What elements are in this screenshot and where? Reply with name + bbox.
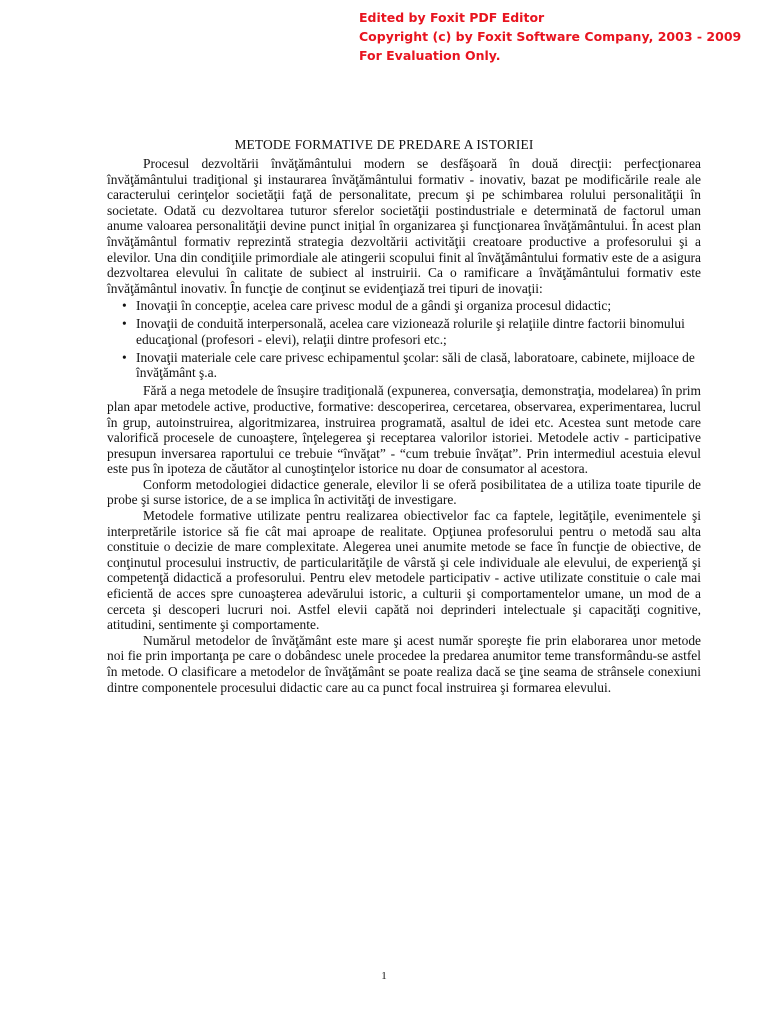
list-item-text: Inovaţii de conduită interpersonală, acelea care vizionează rolurile şi relaţiile dintre factorii binomului educaţional (profesori - elevi), relaţii dintre profesori etc.; <box>136 315 685 347</box>
list-item <box>122 297 701 314</box>
list-item-text: Inovaţii în concepţie, acelea care privesc modul de a gândi şi organiza procesul didactic; <box>136 297 612 313</box>
body-paragraph: Conform metodologiei didactice generale, elevilor li se oferă posibilitatea de a utiliza toate tipurile de probe şi surse istorice, de a se implica în activităţi de investigare. <box>107 476 701 508</box>
intro-paragraph: Procesul dezvoltării învăţământului modern se desfăşoară în două direcţii: perfecţionarea învăţământului tradiţional şi instaurarea învăţământului formativ - inovativ, bazat pe modificările reale ale caracterului cerinţelor societăţii faţă de personalitate, precum şi pe schimbarea rolului personalităţii în societate. Odată cu dezvoltarea tuturor sferelor societăţii postindustriale e determinată de factorul uman anume valoarea personalităţii devine punct iniţial în organizarea şi funcţionarea învăţământului. În acest plan învăţământul formativ reprezintă strategia dezvoltării activităţii creatoare productive a profesorului şi a elevilor. Una din condiţiile primordiale ale atingerii scopului finit al învăţământului formativ este de a asigura dezvoltarea elevului în calitate de subiect al instruirii. Ca o ramificare a învăţământului formativ este învăţământul inovativ. În funcţie de conţinut se evidenţiază trei tipuri de inovaţii: <box>107 156 701 296</box>
list-item-text: Inovaţii materiale cele care privesc echipamentul şcolar: săli de clasă, laboratoare, cabinete, mijloace de învăţământ ş.a. <box>136 349 695 381</box>
bullet-icon: • <box>122 349 127 365</box>
watermark-line-3: For Evaluation Only. <box>359 48 501 63</box>
watermark-line-2: Copyright (c) by Foxit Software Company, 2003 - 2009 <box>359 29 742 44</box>
watermark-line-1: Edited by Foxit PDF Editor <box>359 10 545 25</box>
body-paragraph: Numărul metodelor de învăţământ este mare şi acest număr sporeşte fie prin elaborarea unor metode noi fie prin importanţa pe care o dobândesc unele procedee la predarea anumitor teme transformându-se astfel în metode. O clasificare a metodelor de învăţământ se poate realiza dacă se ţine seama de strânsele conexiuni dintre componentele procesului didactic care au ca punct focal instruirea şi formarea elevului. <box>107 632 701 695</box>
bullet-icon: • <box>122 297 127 313</box>
page-number: 1 <box>381 970 387 982</box>
document-title: METODE FORMATIVE DE PREDARE A ISTORIEI <box>234 137 534 152</box>
document-body <box>107 156 701 695</box>
innovation-types-list <box>107 298 701 381</box>
foxit-watermark <box>359 8 759 65</box>
body-paragraph: Fără a nega metodele de însuşire tradiţională (expunerea, conversaţia, demonstraţia, modelarea) în prim plan apar metodele active, productive, formative: descoperirea, cercetarea, observarea, experimentarea, lucrul în grup, autoinstruirea, algoritmizarea, instruirea programată, asaltul de idei etc. Acestea sunt metode care valorifică procesele de cunoaştere, înţelegerea şi receptarea valorilor istoriei. Metodele activ - participative presupun inversarea raportului ce trebuie “învăţat” - “cum trebuie învăţat”. Prin intermediul acestuia elevul este pus în ipoteza de căutător al cunoştinţelor istorice nu doar de consumator al acestora. <box>107 383 701 477</box>
body-paragraph: Metodele formative utilizate pentru realizarea obiectivelor fac ca faptele, legităţile, evenimentele şi interpretările istorice să fie cât mai aproape de realitate. Opţiunea profesorului pentru o metodă sau alta constituie o decizie de mare complexitate. Alegerea unei anumite metode se face în funcţie de obiective, de conţinutul procesului instructiv, de particularităţile de vârstă şi cele individuale ale elevului, de experienţă şi competenţă didactică a profesorului. Pentru elev metodele participativ - active utilizate constituie o cale mai eficientă de acces spre cunoaşterea adevărului istoric, a culturii şi comportamentelor umane, un mod de a cerceta şi descoperi lucruri noi. Astfel elevii capătă noi deprinderi intelectuale şi capacităţi cognitive, atitudini, sentimente şi comportamente. <box>107 508 701 633</box>
bullet-icon: • <box>122 315 127 331</box>
list-item <box>122 349 701 381</box>
list-item <box>122 315 701 347</box>
